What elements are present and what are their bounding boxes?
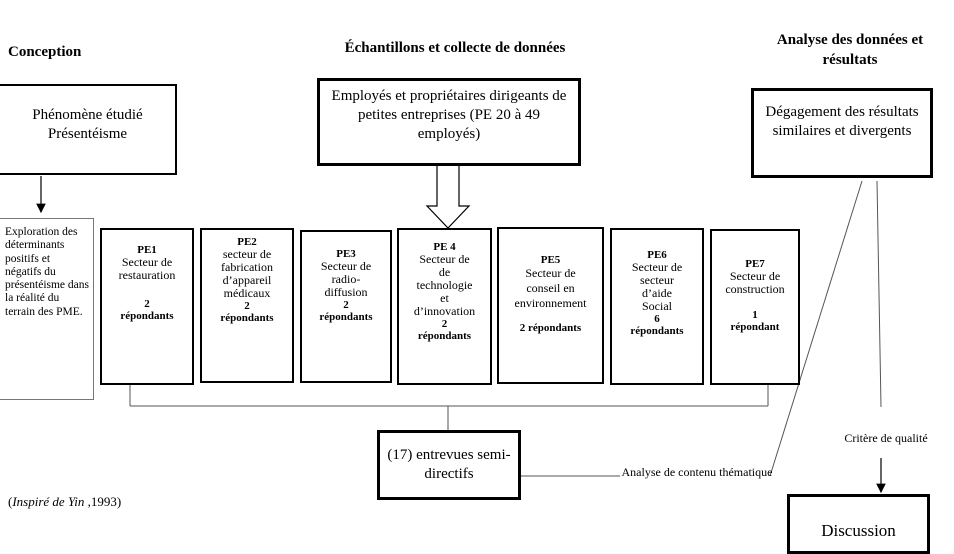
- analyse-contenu-label: Analyse de contenu thématique: [621, 465, 773, 479]
- pe-sector: Secteur de secteur d’aide Social: [631, 260, 683, 313]
- pe-sector: Secteur de restauration: [118, 255, 176, 282]
- pe-count-label: répondants: [120, 310, 174, 322]
- header-echantillons: Échantillons et collecte de données: [344, 40, 566, 56]
- pe-count: 1: [752, 309, 758, 321]
- pe-count-label: répondants: [630, 325, 684, 337]
- pe-count-label: répondants: [319, 311, 373, 323]
- discussion-box: Discussion: [787, 494, 930, 554]
- hollow-down-arrow: [427, 164, 469, 228]
- pe-count: 6: [654, 313, 660, 325]
- critere-qualite-label: Critère de qualité: [844, 431, 928, 445]
- pe-title: PE2: [237, 236, 257, 248]
- phenomene-box: Phénomène étudié Présentéisme: [0, 84, 177, 175]
- pe-box-7: [710, 229, 800, 385]
- pe-title: PE1: [137, 244, 157, 256]
- pe-title: PE7: [745, 258, 765, 270]
- pe-count-label: répondants: [220, 312, 274, 324]
- source-citation: [8, 494, 121, 510]
- source-year: ,1993): [84, 494, 122, 509]
- pe-sector: Secteur de radio-diffusion: [320, 259, 372, 299]
- pe-count-label: répondants: [417, 330, 472, 342]
- pe-title: PE6: [647, 249, 667, 261]
- source-italic: Inspiré de Yin: [12, 494, 85, 509]
- header-conception: Conception: [8, 44, 82, 60]
- entrevues-box: (17) entrevues semi-directifs: [377, 430, 521, 500]
- pe-sector: secteur de fabrication d’appareil médicaux: [221, 247, 273, 300]
- pe-box-5: [497, 227, 604, 384]
- source-open-paren: (: [8, 494, 13, 509]
- pe-box-6: [610, 228, 704, 385]
- pe-count: 2: [343, 299, 349, 311]
- pe-count: 2 répondants: [519, 322, 582, 334]
- pe-sector: Secteur de conseil en environnement: [514, 266, 587, 310]
- pe-box-4: [397, 228, 492, 385]
- pe-count: 2: [244, 300, 250, 312]
- pe-title: PE 4: [433, 241, 456, 253]
- pe-sector: Secteur de construction: [725, 269, 785, 296]
- pe-box-3: [300, 230, 392, 383]
- pe-count: 2: [144, 298, 150, 310]
- pe-sector: Secteur de de technologie et d’innovation: [413, 252, 476, 318]
- pe-title: PE3: [336, 248, 356, 260]
- pe-count: 2: [441, 318, 448, 330]
- exploration-box: Exploration des déterminants positifs et négatifs du présentéisme dans la réalité du terrain des PME.: [0, 218, 94, 400]
- employes-box: Employés et propriétaires dirigeants de petites entreprises (PE 20 à 49 employés): [317, 78, 581, 166]
- pe-box-2: [200, 228, 294, 383]
- pe-box-1: [100, 228, 194, 385]
- pe-title: PE5: [540, 254, 561, 266]
- degagement-box: Dégagement des résultats similaires et divergents: [751, 88, 933, 178]
- header-analyse: Analyse des données et résultats: [776, 32, 924, 68]
- pe-count-label: répondant: [730, 321, 780, 333]
